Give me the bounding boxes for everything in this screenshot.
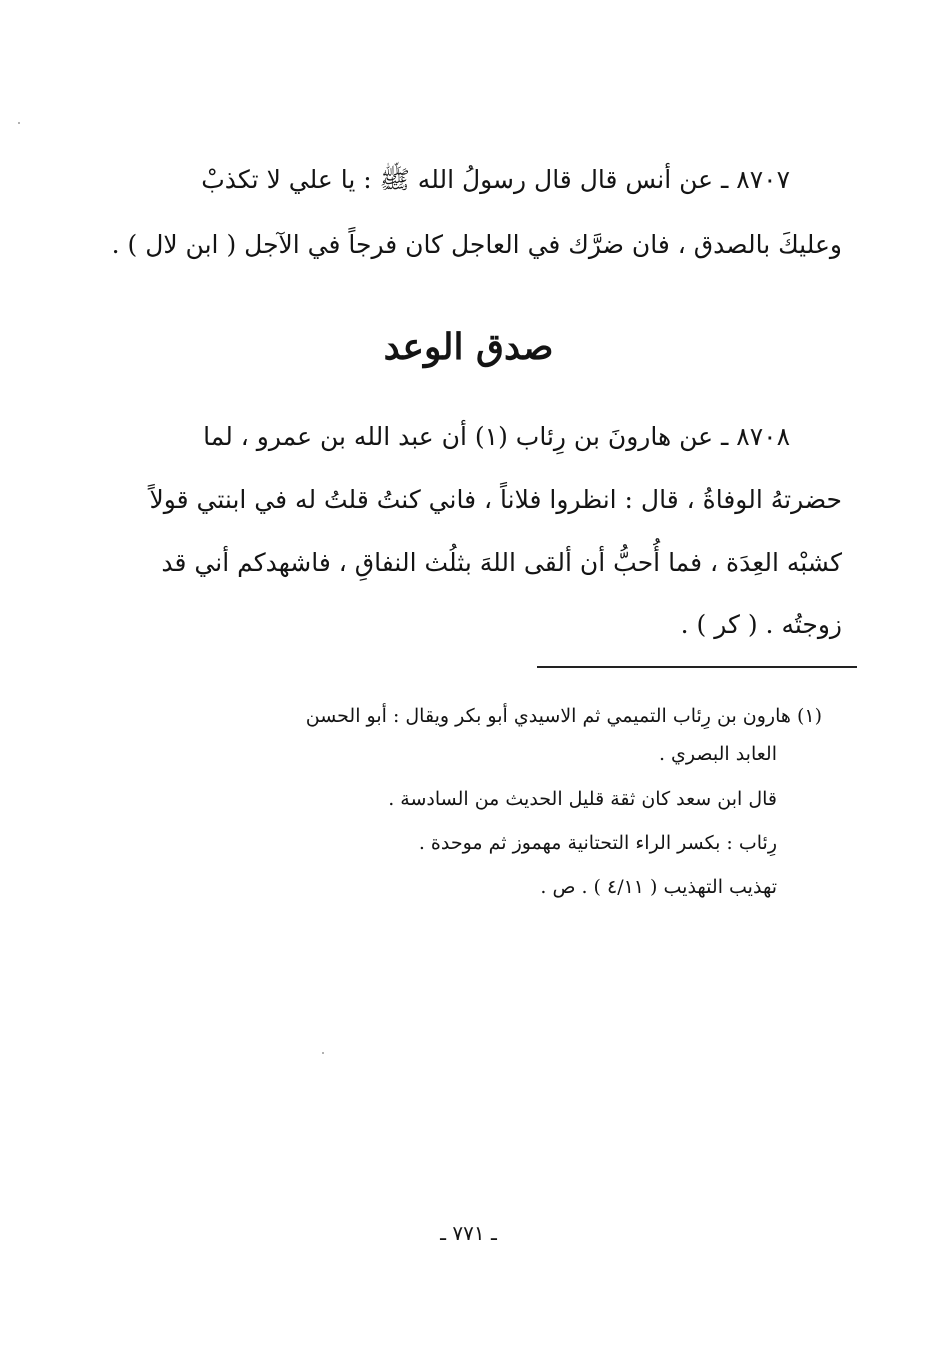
scan-speck: [18, 122, 20, 124]
footnote-line-5: تهذيب التهذيب ( ٤/١١ ) . ص .: [540, 876, 777, 898]
hadith-8708-line-3: كشبْه العِدَة ، فما أُحبُّ أن ألقى اللهَ بثلُث النفاقِ ، فاشهدكم أني قد: [161, 548, 842, 577]
hadith-8708-line-4: زوجتُه . ( كر ) .: [680, 610, 842, 639]
hadith-8708-line-1: ٨٧٠٨ ـ عن هارونَ بن رِئاب (١) أن عبد الله بن عمرو ، لما: [203, 422, 790, 451]
page-number: ـ ٧٧١ ـ: [440, 1221, 497, 1245]
footnote-line-4: رِئاب : بكسر الراء التحتانية مهموز ثم موحدة .: [418, 832, 777, 854]
hadith-8707-line-1: ٨٧٠٧ ـ عن أنس قال قال رسولُ الله ﷺ : يا علي لا تكذبْ: [201, 165, 790, 194]
scan-speck: [322, 1052, 324, 1054]
footnote-separator: [537, 666, 857, 668]
footnote-line-2: العابد البصري .: [658, 743, 777, 765]
section-heading: صدق الوعد: [383, 326, 554, 368]
hadith-8708-line-2: حضرتهُ الوفاةُ ، قال : انظروا فلاناً ، فاني كنتُ قلتُ له في ابنتي قولاً: [149, 485, 842, 514]
hadith-8707-line-2: وعليكَ بالصدق ، فان ضرَّك في العاجل كان فرجاً في الآجل ( ابن لال ) .: [111, 230, 842, 259]
footnote-line-1: (١) هارون بن رِئاب التميمي ثم الاسيدي أبو بكر ويقال : أبو الحسن: [305, 705, 822, 727]
footnote-line-3: قال ابن سعد كان ثقة قليل الحديث من السادسة .: [388, 788, 777, 810]
